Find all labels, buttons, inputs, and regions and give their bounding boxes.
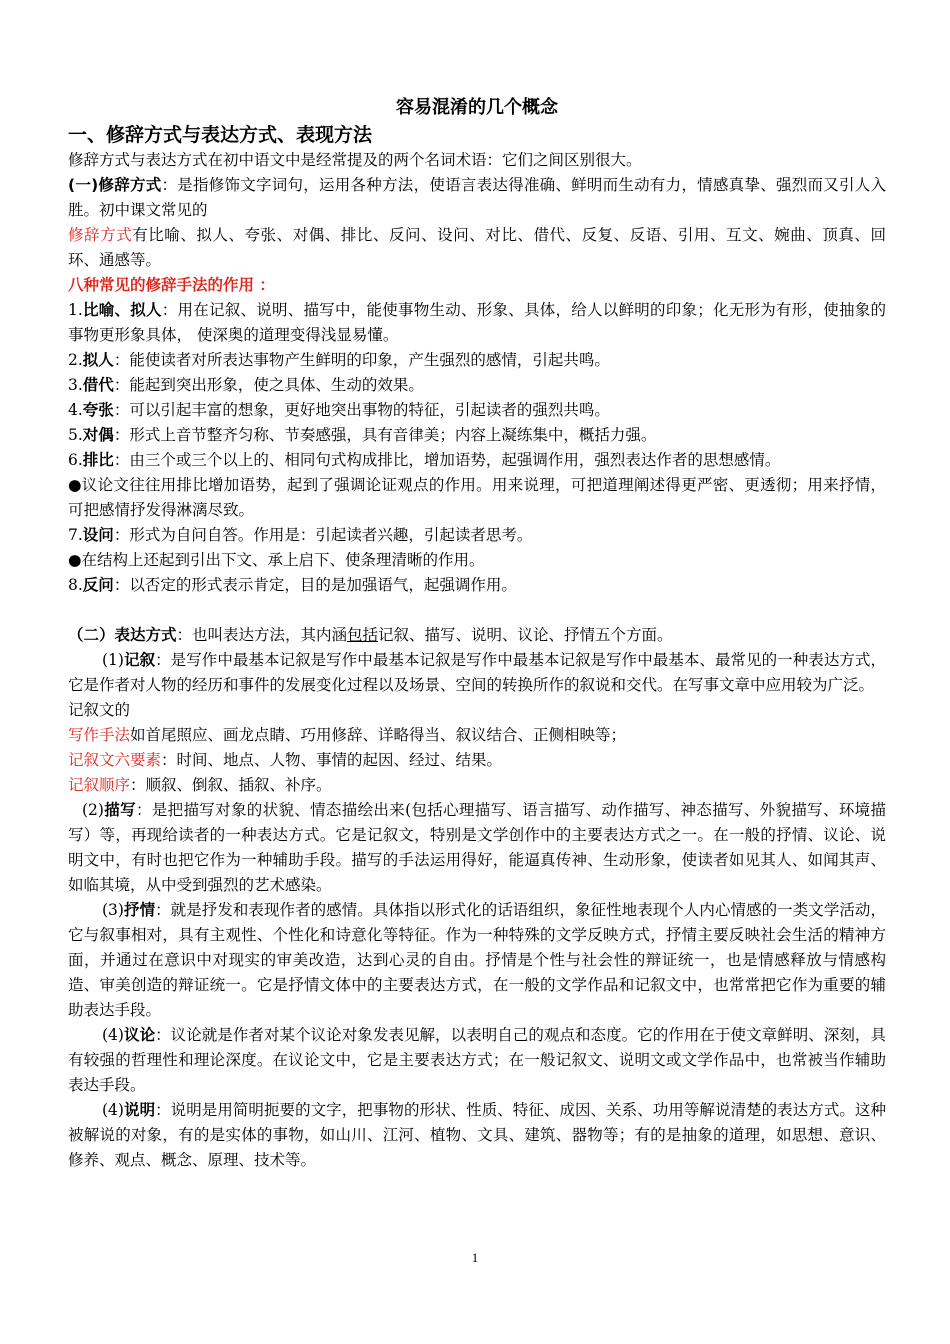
rhetoric-label: (一)修辞方式	[68, 176, 162, 194]
item-label: 描写	[103, 801, 136, 819]
bullet-note: ●议论文往往用排比增加语势，起到了强调论证观点的作用。用来说理，可把道理阐述得更严密、更透彻；用来抒情，可把感情抒发得淋漓尽致。	[68, 476, 886, 519]
item-number: 4.	[68, 401, 83, 419]
section1-intro: 修辞方式与表达方式在初中语文中是经常提及的两个名词术语：它们之间区别很大。	[68, 151, 642, 169]
rhetoric-item	[68, 348, 886, 373]
item-number: 5.	[68, 426, 83, 444]
item-text: ：是把描写对象的状貌、情态描绘出来(包括心理描写、语言描写、动作描写、神态描写、外貌描写、环境描写）等，再现给读者的一种表达方式。它是记叙文，特别是文学创作中的主要表达方式之一。在一般的抒情、议论、说明文中，有时也把它作为一种辅助手段。描写的手法运用得好，能逼真传神、生动形象，使读者如见其人、如闻其声、如临其境，从中受到强烈的艺术感染。	[68, 801, 886, 894]
expression-text: ：也叫表达方法，其内涵	[176, 626, 348, 644]
rhetoric-definition	[68, 173, 886, 223]
item-text: ：可以引起丰富的想象，更好地突出事物的特征，引起读者的强烈共鸣。	[113, 401, 610, 419]
item-text: ：形式为自问自答。作用是：引起读者兴趣，引起读者思考。	[113, 526, 533, 544]
explanation-paragraph	[68, 1098, 886, 1173]
narration-paragraph	[68, 648, 886, 698]
document-page	[68, 94, 886, 1173]
item-number: (4)	[102, 1026, 124, 1044]
item-label: 排比	[82, 451, 114, 469]
item-label: 比喻、拟人	[82, 301, 162, 319]
narrative-order-label: 记叙顺序	[68, 776, 131, 794]
item-text: ：由三个或三个以上的、相同句式构成排比，增加语势，起强调作用，强烈表达作者的思想感情。	[113, 451, 781, 469]
rhetoric-item	[68, 398, 886, 423]
expression-definition	[68, 623, 886, 648]
item-label: 借代	[82, 376, 114, 394]
item-number: (3)	[102, 901, 124, 919]
item-number: (1)	[102, 651, 124, 669]
item-text: ：就是抒发和表现作者的感情。具体指以形式化的话语组织，象征性地表现个人内心情感的一类文学活动，它与叙事相对，具有主观性、个性化和诗意化等特征。作为一种特殊的文学反映方式，抒情主要反映社会生活的精神方面，并通过在意识中对现实的审美改造，达到心灵的自由。抒情是个性与社会性的辩证统一，也是情感释放与情感构造、审美创造的辩证统一。它是抒情文体中的主要表达方式，在一般的文学作品和记叙文中，也常常把它作为重要的辅助表达手段。	[68, 901, 886, 1019]
narrative-doc-line: 记叙文的	[68, 701, 131, 719]
six-elements-text: ：时间、地点、人物、事情的起因、经过、结果。	[161, 751, 503, 769]
item-number: 8.	[68, 576, 83, 594]
narrative-order-text: ：顺叙、倒叙、插叙、补序。	[130, 776, 332, 794]
page-number: 1	[471, 1250, 479, 1265]
item-label: 说明	[123, 1101, 156, 1119]
item-text: ：说明是用简明扼要的文字，把事物的形状、性质、特征、成因、关系、功用等解说清楚的表达方式。这种被解说的对象，有的是实体的事物，如山川、江河、植物、文具、建筑、器物等；有的是抽象的道理，如思想、意识、修养、观点、概念、原理、技术等。	[68, 1101, 886, 1169]
rhetoric-item	[68, 373, 886, 398]
expression-text-after: 记叙、描写、说明、议论、抒情五个方面。	[378, 626, 673, 644]
writing-methods	[68, 723, 886, 748]
item-number: 3.	[68, 376, 83, 394]
item-label: 抒情	[123, 901, 156, 919]
item-text: ：能使读者对所表达事物产生鲜明的印象，产生强烈的感情，引起共鸣。	[113, 351, 610, 369]
narrative-order	[68, 773, 886, 798]
item-number: 7.	[68, 526, 83, 544]
bullet-note: ●在结构上还起到引出下文、承上启下、使条理清晰的作用。	[68, 551, 485, 569]
item-number: 2.	[68, 351, 83, 369]
rhetoric-item	[68, 523, 886, 548]
writing-methods-label: 写作手法	[68, 726, 131, 744]
rhetoric-item	[68, 448, 886, 473]
item-number: 6.	[68, 451, 83, 469]
item-number: 1.	[68, 301, 83, 319]
rhetoric-item	[68, 573, 886, 598]
item-label: 拟人	[82, 351, 114, 369]
six-elements-label: 记叙文六要素	[68, 751, 162, 769]
item-text: ：是写作中最基本记叙是写作中最基本记叙是写作中最基本记叙是写作中最基本、最常见的一种表达方式，它是作者对人物的经历和事件的发展变化过程以及场景、空间的转换所作的叙说和交代。在写事文章中应用较为广泛。	[68, 651, 886, 694]
item-text: ：能起到突出形象，使之具体、生动的效果。	[113, 376, 424, 394]
expression-label: （二）表达方式	[68, 626, 177, 644]
lyric-paragraph	[68, 898, 886, 1023]
item-label: 夸张	[82, 401, 114, 419]
section1-heading: 一、修辞方式与表达方式、表现方法	[68, 124, 373, 146]
spacer	[68, 598, 886, 623]
rhetoric-list-text: 有比喻、拟人、夸张、对偶、排比、反问、设问、对比、借代、反复、反语、引用、互文、婉曲、顶真、回环、通感等。	[68, 226, 886, 269]
item-text: ：以否定的形式表示肯定，目的是加强语气，起强调作用。	[113, 576, 517, 594]
rhetoric-red-term: 修辞方式	[68, 226, 133, 244]
item-text: ：议论就是作者对某个议论对象发表见解，以表明自己的观点和态度。它的作用在于使文章鲜明、深刻，具有较强的哲理性和理论深度。在议论文中，它是主要表达方式；在一般记叙文、说明文或文学作品中，也常被当作辅助表达手段。	[68, 1026, 886, 1094]
rhetoric-text: ：是指修饰文字词句，运用各种方法，使语言表达得准确、鲜明而生动有力，情感真挚、强烈而又引人入胜。初中课文常见的	[68, 176, 886, 219]
argument-paragraph	[68, 1023, 886, 1098]
rhetoric-item	[68, 423, 886, 448]
item-text: ：用在记叙、说明、描写中，能使事物生动、形象、具体，给人以鲜明的印象；化无形为有形，使抽象的事物更形象具体， 使深奥的道理变得浅显易懂。	[68, 301, 886, 344]
item-number: (4)	[102, 1101, 124, 1119]
underlined-word: 包括	[347, 626, 379, 644]
item-text: ：形式上音节整齐匀称、节奏感强，具有音律美；内容上凝练集中，概括力强。	[113, 426, 657, 444]
six-elements	[68, 748, 886, 773]
item-label: 记叙	[123, 651, 156, 669]
rhetoric-list	[68, 223, 886, 273]
description-paragraph	[68, 798, 886, 898]
item-label: 对偶	[82, 426, 114, 444]
rhetoric-item	[68, 298, 886, 348]
item-label: 设问	[82, 526, 114, 544]
writing-methods-text: 如首尾照应、画龙点睛、巧用修辞、详略得当、叙议结合、正侧相映等；	[130, 726, 627, 744]
item-label: 议论	[123, 1026, 156, 1044]
eight-methods-heading: 八种常见的修辞手法的作用 ：	[68, 276, 275, 294]
item-number: (2)	[82, 801, 104, 819]
item-label: 反问	[82, 576, 114, 594]
page-title: 容易混淆的几个概念	[396, 97, 558, 118]
